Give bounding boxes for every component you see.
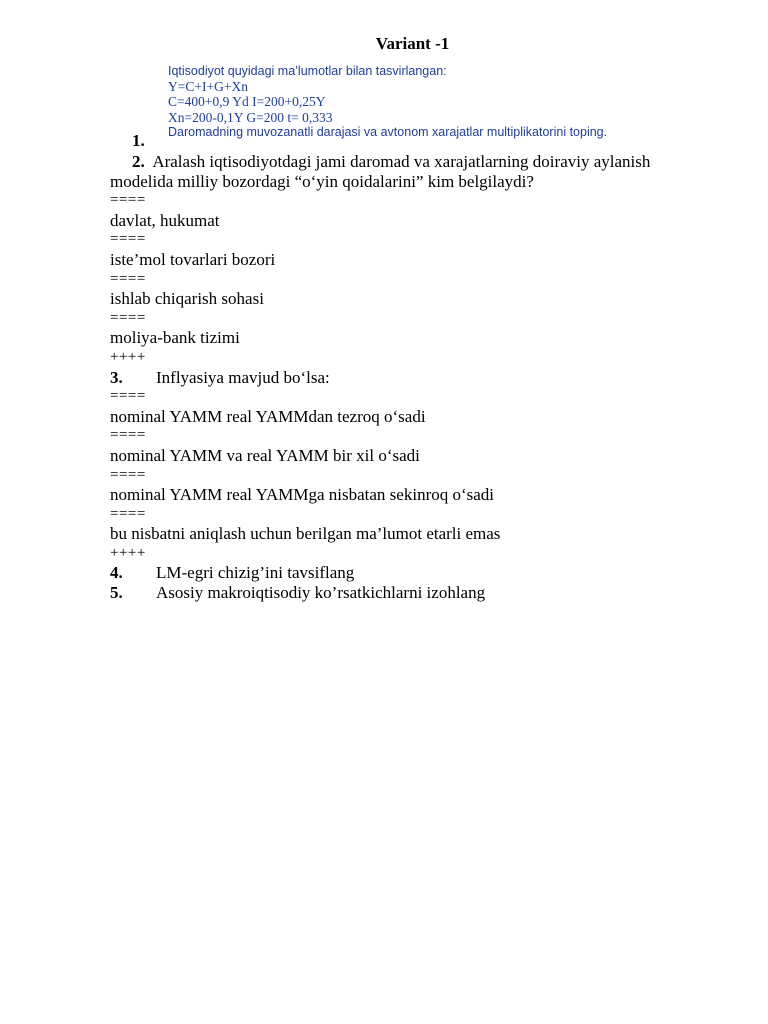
question2-option: moliya-bank tizimi	[110, 328, 240, 348]
question5-number: 5.	[110, 583, 123, 603]
question1-number: 1.	[132, 131, 145, 150]
question4-line	[110, 563, 710, 583]
questions-body	[110, 152, 710, 603]
option-separator: ====	[110, 231, 146, 248]
question2-line2: modelida milliy bozordagi “o‘yin qoidalarini” kim belgilaydi?	[110, 171, 534, 191]
question4-text: LM-egri chizig’ini tavsiflang	[156, 563, 355, 583]
question1-image-line: Xn=200-0,1Y G=200 t= 0,333	[168, 109, 333, 125]
question3-line	[110, 368, 710, 388]
question1-image-line: Daromadning muvozanatli darajasi va avtonom xarajatlar multiplikatorini toping.	[168, 124, 608, 139]
question4-number: 4.	[110, 563, 123, 583]
option-separator: ====	[110, 505, 146, 522]
end-marker: ++++	[110, 544, 146, 561]
option-separator: ====	[110, 192, 146, 209]
question2-option: davlat, hukumat	[110, 210, 220, 230]
question2-option: iste’mol tovarlari bozori	[110, 249, 276, 269]
option-separator: ====	[110, 270, 146, 287]
question2-text: Aralash iqtisodiyotdagi jami daromad va xarajatlarning doiraviy aylanish	[152, 152, 651, 171]
question3-option: bu nisbatni aniqlash uchun berilgan ma’lumot etarli emas	[110, 524, 501, 544]
question1-image-line: Y=C+I+G+Xn	[168, 79, 248, 95]
question1-image-line: C=400+0,9 Yd I=200+0,25Y	[168, 94, 326, 110]
question1-image-line: Iqtisodiyot quyidagi ma’lumotlar bilan tasvirlangan:	[168, 64, 447, 78]
page-title: Variant -1	[375, 34, 450, 53]
question2-option: ishlab chiqarish sohasi	[110, 289, 264, 309]
option-separator: ====	[110, 427, 146, 444]
option-separator: ====	[110, 309, 146, 326]
question1-image	[168, 64, 708, 140]
question3-text: Inflyasiya mavjud bo‘lsa:	[156, 367, 330, 387]
question5-text: Asosiy makroiqtisodiy ko’rsatkichlarni izohlang	[156, 583, 486, 603]
question3-option: nominal YAMM real YAMMga nisbatan sekinroq o‘sadi	[110, 485, 495, 505]
question2-number: 2.	[132, 152, 145, 171]
question5-line	[110, 583, 710, 603]
option-separator: ====	[110, 466, 146, 483]
end-marker: ++++	[110, 348, 146, 365]
question3-option: nominal YAMM real YAMMdan tezroq o‘sadi	[110, 406, 426, 426]
option-separator: ====	[110, 388, 146, 405]
question3-number: 3.	[110, 367, 123, 387]
question2-line1	[110, 152, 710, 172]
question3-option: nominal YAMM va real YAMM bir xil o‘sadi	[110, 445, 420, 465]
